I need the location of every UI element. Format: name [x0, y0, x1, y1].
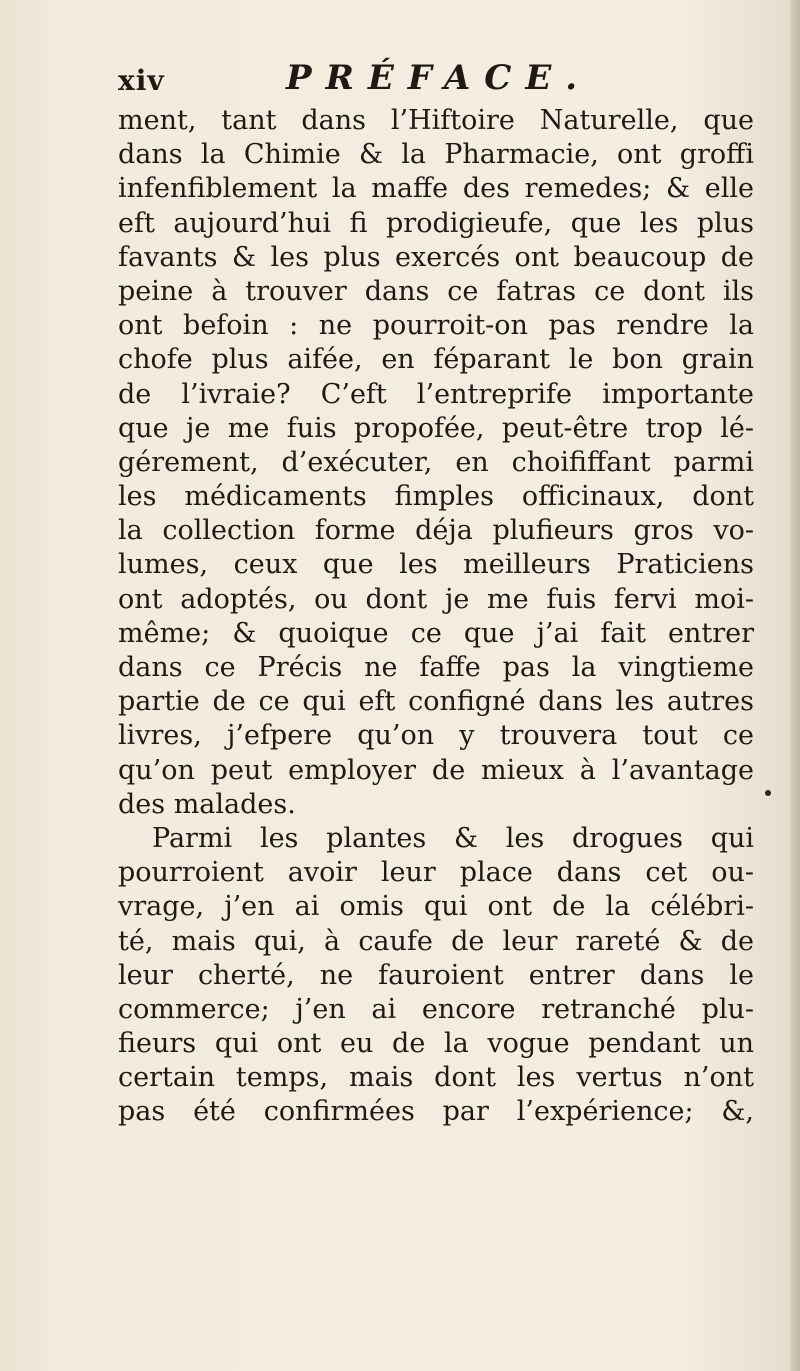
text-line: que je me fuis propofée, peut-être trop lé-: [118, 412, 754, 444]
text-line: de l’ivraie? C’eft l’entreprife importante: [118, 378, 754, 410]
text-line: qu’on peut employer de mieux à l’avantage: [118, 754, 754, 786]
text-line: gérement, d’exécuter, en choififfant parmi: [118, 446, 754, 478]
text-line: ment, tant dans l’Hiftoire Naturelle, que: [118, 105, 754, 136]
ink-speck: [765, 790, 771, 796]
body-text: [118, 104, 754, 1130]
page-edge: [790, 0, 800, 1371]
text-line: eft aujourd’hui fi prodigieufe, que les plus: [118, 207, 754, 239]
text-line: partie de ce qui eft configné dans les autres: [118, 686, 754, 718]
text-line: ont adoptés, ou dont je me fuis fervi moi-: [118, 583, 754, 615]
text-line: dans la Chimie & la Pharmacie, ont groffi: [118, 139, 754, 171]
text-line: commerce; j’en ai encore retranché plu-: [118, 993, 754, 1025]
text-line: pourroient avoir leur place dans cet ou-: [118, 857, 754, 889]
paragraph-end-line: des malades.: [118, 788, 296, 820]
text-line: ont befoin : ne pourroit-on pas rendre la: [118, 310, 754, 342]
text-line: infenfiblement la maffe des remedes; & elle: [118, 173, 754, 205]
text-line: livres, j’efpere qu’on y trouvera tout ce: [118, 720, 754, 752]
running-title: PRÉFACE.: [286, 58, 592, 98]
text-line: leur cherté, ne fauroient entrer dans le: [118, 959, 754, 991]
text-line: peine à trouver dans ce fatras ce dont ils: [118, 275, 754, 307]
page-header: [118, 58, 678, 102]
text-line: certain temps, mais dont les vertus n’ont: [118, 1062, 754, 1094]
text-line: favants & les plus exercés ont beaucoup de: [118, 241, 754, 273]
text-line: les médicaments fimples officinaux, dont: [118, 481, 754, 513]
text-line: pas été confirmées par l’expérience; &,: [118, 1096, 754, 1128]
paragraph-start-line: Parmi les plantes & les drogues qui: [152, 822, 754, 854]
text-line: chofe plus aifée, en féparant le bon grain: [118, 344, 754, 376]
text-line: vrage, j’en ai omis qui ont de la célébri-: [118, 891, 754, 923]
text-line: dans ce Précis ne faffe pas la vingtieme: [118, 652, 754, 683]
text-line: la collection forme déja plufieurs gros vo-: [118, 515, 754, 547]
text-line: fieurs qui ont eu de la vogue pendant un: [118, 1028, 754, 1060]
text-line: té, mais qui, à caufe de leur rareté & de: [118, 925, 754, 957]
text-line: même; & quoique ce que j’ai fait entrer: [118, 617, 754, 649]
text-line: lumes, ceux que les meilleurs Praticiens: [118, 549, 754, 581]
page-number: xiv: [118, 64, 165, 97]
